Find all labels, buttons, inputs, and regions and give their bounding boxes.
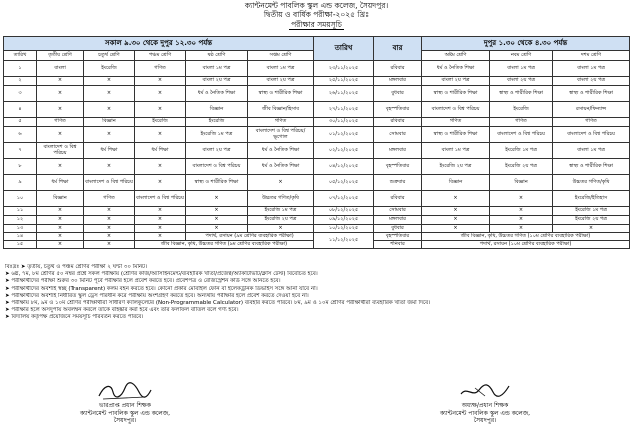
table-cell: × xyxy=(37,159,84,175)
table-row xyxy=(4,77,630,86)
day-cell: রবিবার xyxy=(374,118,422,127)
table-cell: বাংলা ১ম পত্র xyxy=(553,143,630,159)
signatory-org: ক্যান্টনমেন্ট পাবলিক স্কুল এন্ড কলেজ, xyxy=(439,409,531,417)
table-cell: গণিত xyxy=(135,61,186,77)
table-cell: জীব বিজ্ঞান/হিসাব xyxy=(248,102,314,118)
table-cell: × xyxy=(135,225,186,233)
table-cell: ইংরেজি ২য় পত্র xyxy=(422,159,490,175)
day-cell: বৃহস্পতিবার xyxy=(374,233,422,241)
table-cell: × xyxy=(37,207,84,216)
col-class-6: ষষ্ঠ শ্রেণি xyxy=(186,51,248,61)
row-number: ১৪ xyxy=(4,233,37,241)
date-header: তারিখ xyxy=(314,37,374,61)
row-number: ১২ xyxy=(4,216,37,225)
table-cell: বিজ্ঞান xyxy=(84,118,135,127)
row-number: ১৫ xyxy=(4,241,37,249)
day-cell: বুধবার xyxy=(374,86,422,102)
table-cell: × xyxy=(135,216,186,225)
signatory-title: ভারপ্রাপ্ত প্রধান শিক্ষক xyxy=(99,402,151,409)
table-cell: ইংরেজি ১ম পত্র xyxy=(490,143,553,159)
day-cell: বুধবার xyxy=(374,225,422,233)
table-cell: × xyxy=(84,207,135,216)
note-item: ➤ বিদ্যালয় কর্তৃপক্ষ প্রয়োজনে সময়সূচি পরিবর্তন করতে পারবে। xyxy=(5,314,144,321)
table-cell: × xyxy=(84,127,135,143)
practical-cell: জীব বিজ্ঞান, কৃষি, উচ্চতর গণিত (১০ম শ্রেণির ব্যবহারিক পরীক্ষা) xyxy=(422,233,630,241)
day-cell: রবিবার xyxy=(374,61,422,77)
table-cell: × xyxy=(186,216,248,225)
page-title-text: পরীক্ষার সময়সূচি xyxy=(291,20,342,29)
date-cell: ০৫/১২/২০২৫ xyxy=(314,175,374,191)
row-number: ৭ xyxy=(4,143,37,159)
table-cell: × xyxy=(84,77,135,86)
date-cell: ০৪/১২/২০২৫ xyxy=(314,159,374,175)
table-cell: × xyxy=(84,233,135,241)
table-cell: × xyxy=(422,191,490,207)
table-cell: × xyxy=(248,175,314,191)
table-cell: বাংলা ২য় পত্র xyxy=(248,77,314,86)
table-cell: × xyxy=(37,102,84,118)
row-number: ১৩ xyxy=(4,225,37,233)
table-cell: বাংলা ১ম পত্র xyxy=(186,61,248,77)
table-cell: × xyxy=(135,233,186,241)
table-cell: × xyxy=(490,207,553,216)
col-date-label: তারিখ xyxy=(4,51,37,61)
table-cell: × xyxy=(84,102,135,118)
signatory-title: অধ্যক্ষ/প্রধান শিক্ষক xyxy=(461,402,509,409)
table-cell: বিজ্ঞান xyxy=(422,175,490,191)
table-cell: স্বাস্থ্য ও শারীরিক শিক্ষা xyxy=(553,86,630,102)
table-cell: × xyxy=(135,86,186,102)
table-row xyxy=(4,216,630,225)
date-cell: ২৩/১১/২০২৫ xyxy=(314,61,374,77)
date-cell: ২৬/১১/২০২৫ xyxy=(314,86,374,102)
col-class-4: চতুর্থ শ্রেণি xyxy=(84,51,135,61)
table-cell: গণিত xyxy=(553,118,630,127)
table-cell: × xyxy=(248,225,314,233)
table-row xyxy=(4,118,630,127)
table-cell: × xyxy=(135,207,186,216)
table-cell: × xyxy=(186,191,248,207)
col-class-5: পঞ্চম শ্রেণি xyxy=(135,51,186,61)
date-cell: ০৮/১২/২০২৫ xyxy=(314,207,374,216)
note-item: ➤ ৬ষ্ঠ, ৭ম, ৮ম শ্রেণির ৫০ নম্বর প্রশ্নে সকল পরীক্ষায় (শ্রেণির কাজ/অ্যাসাইনমেন্ট/ব্যবহারিক খাতা/প্রজেক্ট/অ্যাকটিভিটি/ক্লাস টেস্ট) বিবেচিত হবে। xyxy=(5,271,318,278)
day-cell: সোমবার xyxy=(374,207,422,216)
table-row xyxy=(4,191,630,207)
table-cell: গণিত xyxy=(84,191,135,207)
table-cell: গণিত xyxy=(37,118,84,127)
table-cell: ধর্ম শিক্ষা xyxy=(84,143,135,159)
table-cell: ইংরেজি ২য় পত্র xyxy=(248,216,314,225)
table-cell: রসায়ন/ফিন্যান্স xyxy=(553,102,630,118)
table-cell: × xyxy=(84,241,135,249)
date-cell: ০১/১২/২০২৫ xyxy=(314,127,374,143)
row-number: ৬ xyxy=(4,127,37,143)
note-item: বিঃদ্রঃ ➤ তৃতীয়, চতুর্থ ও পঞ্চম শ্রেণির পরীক্ষা ২ ঘন্টা ৩০ মিনিট। xyxy=(5,264,148,270)
table-cell: ইংরেজি ১ম পত্র xyxy=(248,207,314,216)
table-cell: × xyxy=(84,86,135,102)
table-cell: ইংরেজি ১ম পত্র xyxy=(186,127,248,143)
table-cell: বাংলা ২য় পত্র xyxy=(186,77,248,86)
row-number: ১১ xyxy=(4,207,37,216)
row-number: ৮ xyxy=(4,159,37,175)
table-cell: গণিত xyxy=(248,118,314,127)
table-cell: বাংলা ২য় পত্র xyxy=(490,77,553,86)
row-number: ৪ xyxy=(4,102,37,118)
note-item: ➤ পরীক্ষায় ৮ম, ৯ম ও ১০ম শ্রেণির পরীক্ষার্থীরা সাধারণ ক্যালকুলেটর (Non-Programmable Calculator) ব্যবহার করতে পারবে। ৮ম, ৯ম ও ১০ম শ্রেণির পরীক্ষার্থীরা ব্যবহারিক খাতা জমা দিবে। xyxy=(5,300,431,307)
date-cell: ২৭/১১/২০২৫ xyxy=(314,102,374,118)
table-cell: × xyxy=(490,225,553,233)
table-cell: বাংলাদেশ ও বিশ্ব পরিচয় xyxy=(135,191,186,207)
table-cell: বাংলাদেশ ও বিশ্ব পরিচয় xyxy=(422,102,490,118)
row-number: ৫ xyxy=(4,118,37,127)
col-class-9: নবম শ্রেণি xyxy=(490,51,553,61)
day-header: বার xyxy=(374,37,422,61)
note-item: ➤ পরীক্ষার হলে অসদুপায় অবলম্বন করলে তাকে বহিষ্কার করা হবে এবং তার ফলাফল বাতিল বলে গণ্য হবে। xyxy=(5,307,239,314)
date-cell: ৩০/১১/২০২৫ xyxy=(314,118,374,127)
table-cell: স্বাস্থ্য ও শারীরিক শিক্ষা xyxy=(490,86,553,102)
row-number: ১ xyxy=(4,61,37,77)
table-cell: × xyxy=(490,191,553,207)
table-cell: বাংলাদেশ ও বিশ্ব পরিচয় xyxy=(553,127,630,143)
afternoon-band: দুপুর ১.৩০ থেকে ৪.৩০ পর্যন্ত xyxy=(422,37,630,51)
table-cell: ধর্ম ও নৈতিক শিক্ষা xyxy=(248,159,314,175)
table-cell: বিজ্ঞান xyxy=(37,191,84,207)
table-cell: বাংলাদেশ ও বিশ্ব পরিচয় xyxy=(490,127,553,143)
day-cell: মঙ্গলবার xyxy=(374,77,422,86)
table-cell: × xyxy=(186,225,248,233)
table-cell: × xyxy=(422,207,490,216)
table-row xyxy=(4,102,630,118)
table-row xyxy=(4,61,630,77)
practical-cell: জীব বিজ্ঞান, কৃষি, উচ্চতর গণিত (৯ম শ্রেণির ব্যবহারিক পরীক্ষা) xyxy=(135,241,314,249)
row-number: ২ xyxy=(4,77,37,86)
table-row xyxy=(4,143,630,159)
day-cell: মঙ্গলবার xyxy=(374,143,422,159)
table-cell: বাংলা ১ম পত্র xyxy=(490,61,553,77)
date-cell: ০৭/১২/২০২৫ xyxy=(314,191,374,207)
table-cell: বাংলা ২য় পত্র xyxy=(186,143,248,159)
table-cell: × xyxy=(422,216,490,225)
col-class-3: তৃতীয় শ্রেণি xyxy=(37,51,84,61)
table-cell: ধর্ম শিক্ষা xyxy=(135,143,186,159)
table-row xyxy=(4,127,630,143)
practical-cell: পদার্থ, রসায়ন (১০ম শ্রেণির ব্যবহারিক পরীক্ষা) xyxy=(422,241,630,249)
table-cell: × xyxy=(37,86,84,102)
morning-band: সকাল ৯.৩০ থেকে দুপুর ১২.৩০ পর্যন্ত xyxy=(4,37,314,51)
table-cell: বাংলা ২য় পত্র xyxy=(422,77,490,86)
instructions xyxy=(5,264,625,322)
table-cell: × xyxy=(553,225,630,233)
table-cell: × xyxy=(37,216,84,225)
table-cell: × xyxy=(186,207,248,216)
signature-right-image xyxy=(455,380,515,402)
table-row xyxy=(4,175,630,191)
day-cell: বৃহস্পতিবার xyxy=(374,102,422,118)
day-cell: শুক্রবার xyxy=(374,175,422,191)
table-cell: গণিত xyxy=(490,118,553,127)
table-cell: বাংলা ১ম পত্র xyxy=(248,61,314,77)
table-cell: ইংরেজি ১ম পত্র xyxy=(553,207,630,216)
table-cell: × xyxy=(37,127,84,143)
page-title xyxy=(0,20,633,29)
table-cell: ধর্ম ও নৈতিক শিক্ষা xyxy=(248,143,314,159)
table-cell: ধর্ম শিক্ষা xyxy=(37,175,84,191)
table-row xyxy=(4,207,630,216)
table-cell: × xyxy=(135,159,186,175)
table-cell: বাংলাদেশ ও বিশ্ব পরিচয় xyxy=(84,175,135,191)
row-number: ১০ xyxy=(4,191,37,207)
table-cell: বাংলাদেশ ও বিশ্ব পরিচয় xyxy=(37,143,84,159)
date-cell: ১০/১২/২০২৫ xyxy=(314,225,374,233)
table-row xyxy=(4,86,630,102)
table-cell: × xyxy=(135,102,186,118)
table-cell: ধর্ম ও নৈতিক শিক্ষা xyxy=(422,61,490,77)
day-cell: সোমবার xyxy=(374,127,422,143)
table-cell: ইংরেজি xyxy=(135,118,186,127)
table-cell: × xyxy=(37,233,84,241)
day-cell: রবিবার xyxy=(374,191,422,207)
table-cell: বিজ্ঞান xyxy=(186,102,248,118)
school-name: ক্যান্টনমেন্ট পাবলিক স্কুল এন্ড কলেজ, সৈয়দপুর। xyxy=(244,1,389,10)
exam-routine-table xyxy=(3,36,630,249)
signatory-place: সৈয়দপুর। xyxy=(113,417,137,424)
table-cell: বাংলা ১ম পত্র xyxy=(553,61,630,77)
table-cell: স্বাস্থ্য ও শারীরিক শিক্ষা xyxy=(186,175,248,191)
date-cell: ১১/১২/২০২৫ xyxy=(314,233,374,249)
table-cell: × xyxy=(37,225,84,233)
table-cell: বাংলাদেশ ও বিশ্ব পরিচয়/ভূগোল xyxy=(248,127,314,143)
date-cell: ২৫/১১/২০২৫ xyxy=(314,77,374,86)
signature-left-image xyxy=(95,380,155,402)
practical-cell: পদার্থ, রসায়ন (৯ম শ্রেণির ব্যবহারিক পরীক্ষা) xyxy=(186,233,314,241)
row-number: ৩ xyxy=(4,86,37,102)
table-cell: উচ্চতর গণিত/কৃষি xyxy=(553,175,630,191)
signature-block-right xyxy=(400,380,570,425)
col-class-8: অষ্টম শ্রেণি xyxy=(422,51,490,61)
table-cell: × xyxy=(422,225,490,233)
table-row xyxy=(4,159,630,175)
note-item: ➤ পরীক্ষার্থীদের অবশ্যই স্বচ্ছ (Transparent) কলম বহন করতে হবে। কোনো প্রকার মোবাইল ফোন বা ইলেকট্রনিক ডিভাইস সঙ্গে আনা যাবে না। xyxy=(5,285,318,292)
exam-name: দ্বিতীয় ও বার্ষিক পরীক্ষা-২০২৫ খ্রিঃ xyxy=(263,10,370,19)
note-item: ➤ পরীক্ষার্থীদের অবশ্যই নির্ধারিত স্কুল ড্রেস পরিধান করে পরীক্ষায় অংশগ্রহণ করতে হবে। অন্যথায় পরীক্ষার হলে প্রবেশ করতে দেওয়া হবে না। xyxy=(5,292,309,299)
table-cell: ইংরেজি xyxy=(84,61,135,77)
day-cell: শনিবার xyxy=(374,241,422,249)
day-cell: মঙ্গলবার xyxy=(374,216,422,225)
routine-body xyxy=(4,61,630,249)
table-cell: × xyxy=(135,175,186,191)
table-cell: ইংরেজি ২য় পত্র xyxy=(490,159,553,175)
table-row xyxy=(4,225,630,233)
table-cell: ইংরেজি/ইতিহাস xyxy=(553,191,630,207)
table-cell: × xyxy=(84,159,135,175)
row-number: ৯ xyxy=(4,175,37,191)
table-cell: বাংলাদেশ ও বিশ্ব পরিচয় xyxy=(186,159,248,175)
table-cell: বিজ্ঞান xyxy=(490,175,553,191)
date-cell: ০২/১২/২০২৫ xyxy=(314,143,374,159)
table-cell: বাংলা xyxy=(37,61,84,77)
table-cell: বাংলা ২য় পত্র xyxy=(553,77,630,86)
table-cell: × xyxy=(37,241,84,249)
table-cell: ইংরেজি xyxy=(186,118,248,127)
col-class-10: দশম শ্রেণি xyxy=(553,51,630,61)
day-cell: বৃহস্পতিবার xyxy=(374,159,422,175)
table-cell: × xyxy=(135,127,186,143)
table-cell: স্বাস্থ্য ও শারীরিক শিক্ষা xyxy=(422,86,490,102)
table-cell: গণিত xyxy=(422,118,490,127)
table-cell: স্বাস্থ্য ও শারীরিক শিক্ষা xyxy=(422,127,490,143)
table-cell: উচ্চতর গণিত/কৃষি xyxy=(248,191,314,207)
date-cell: ০৯/১২/২০২৫ xyxy=(314,216,374,225)
signatory-org: ক্যান্টনমেন্ট পাবলিক স্কুল এন্ড কলেজ, xyxy=(79,409,171,417)
table-cell: ইংরেজি xyxy=(490,102,553,118)
table-cell: ধর্ম ও নৈতিক শিক্ষা xyxy=(186,86,248,102)
table-cell: ইংরেজি ২য় পত্র xyxy=(553,216,630,225)
table-cell: × xyxy=(84,216,135,225)
signatory-place: সৈয়দপুর। xyxy=(473,417,497,424)
table-cell: × xyxy=(37,77,84,86)
table-cell: × xyxy=(84,225,135,233)
col-class-7: সপ্তম শ্রেণি xyxy=(248,51,314,61)
table-row xyxy=(4,233,630,241)
table-cell: বাংলা ১ম পত্র xyxy=(422,143,490,159)
signature-block-left xyxy=(40,380,210,425)
table-cell: × xyxy=(490,216,553,225)
note-item: ➤ পরীক্ষার্থীদের পরীক্ষা শুরুর ৩০ মিনিট পূর্বে পরীক্ষার হলে প্রবেশ করতে হবে। প্রবেশপত্র ও রেজিস্ট্রেশন কার্ড সঙ্গে আনতে হবে। xyxy=(5,278,281,285)
table-cell: স্বাস্থ্য ও শারীরিক শিক্ষা xyxy=(248,86,314,102)
table-cell: × xyxy=(135,77,186,86)
table-cell: স্বাস্থ্য ও শারীরিক শিক্ষা xyxy=(553,159,630,175)
